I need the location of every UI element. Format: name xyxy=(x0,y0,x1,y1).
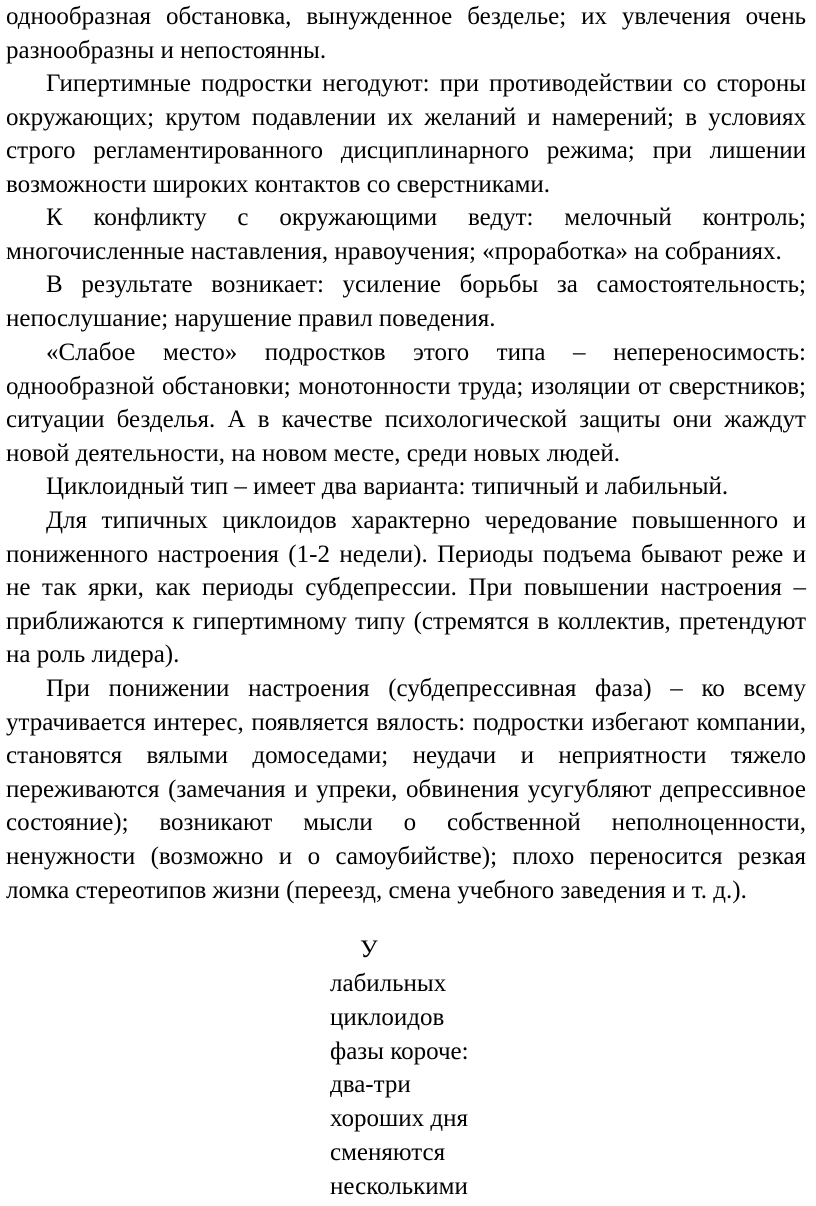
column-line: циклоидов xyxy=(330,1003,445,1031)
paragraph-cycloid-type: Циклоидный тип – имеет два варианта: типичный и лабильный. xyxy=(46,473,729,500)
column-heading: У xyxy=(360,936,378,963)
column-line: несколькими xyxy=(330,1172,468,1200)
paragraph-subdepressive-phase: При понижении настроения (субдепрессивная фаза) – ко всему утрачивается интерес, появляется вялость: подростки избегают компании, становятся вялыми домоседами; неудачи и неприятности тяжело переживаются (замечания и упреки, обвинения усугубляют депрессивное состояние); возникают мысли о собственной неполноценности, ненужности (возможно и о самоубийстве); плохо переносится резкая ломка стереотипов жизни (переезд, смена учебного заведения и т. д.). xyxy=(6,675,806,904)
column-line: сменяются xyxy=(330,1138,446,1166)
paragraph-hyperthymic-conflicts: Гипертимные подростки негодуют: при противодействии со стороны окружающих; крутом подавлении их желаний и намерений; в условиях строго регламентированного дисциплинарного режима; при лишении возможности широких контактов со сверстниками. xyxy=(6,70,806,198)
column-line: хороших дня xyxy=(330,1105,469,1133)
paragraph-typical-cycloids: Для типичных циклоидов характерно чередование повышенного и пониженного настроения (1-2 недели). Периоды подъема бывают реже и не так ярки, как периоды субдепрессии. При повышении настроения – приближаются к гипертимному типу (стремятся в коллектив, претендуют на роль лидера). xyxy=(6,507,806,669)
paragraph-conflict-causes: К конфликту с окружающими ведут: мелочный контроль; многочисленные наставления, нравоучения; «проработка» на собраниях. xyxy=(6,204,806,265)
column-line: лабильных xyxy=(330,970,447,997)
paragraph-result: В результате возникает: усиление борьбы за самостоятельность; непослушание; нарушение правил поведения. xyxy=(6,271,806,332)
paragraph-weak-spot: «Слабое место» подростков этого типа – непереносимость: однообразной обстановки; монотонности труда; изоляции от сверстников; ситуации безделья. А в качестве психологической защиты они жаждут новой деятельности, на новом месте, среди новых людей. xyxy=(6,339,806,467)
column-line: фазы короче: xyxy=(330,1037,469,1065)
paragraph-continuation: однообразная обстановка, вынужденное безделье; их увлечения очень разнообразны и непостоянны. xyxy=(6,3,806,64)
narrow-text-column xyxy=(330,967,570,1203)
column-line: два-три xyxy=(330,1071,411,1099)
